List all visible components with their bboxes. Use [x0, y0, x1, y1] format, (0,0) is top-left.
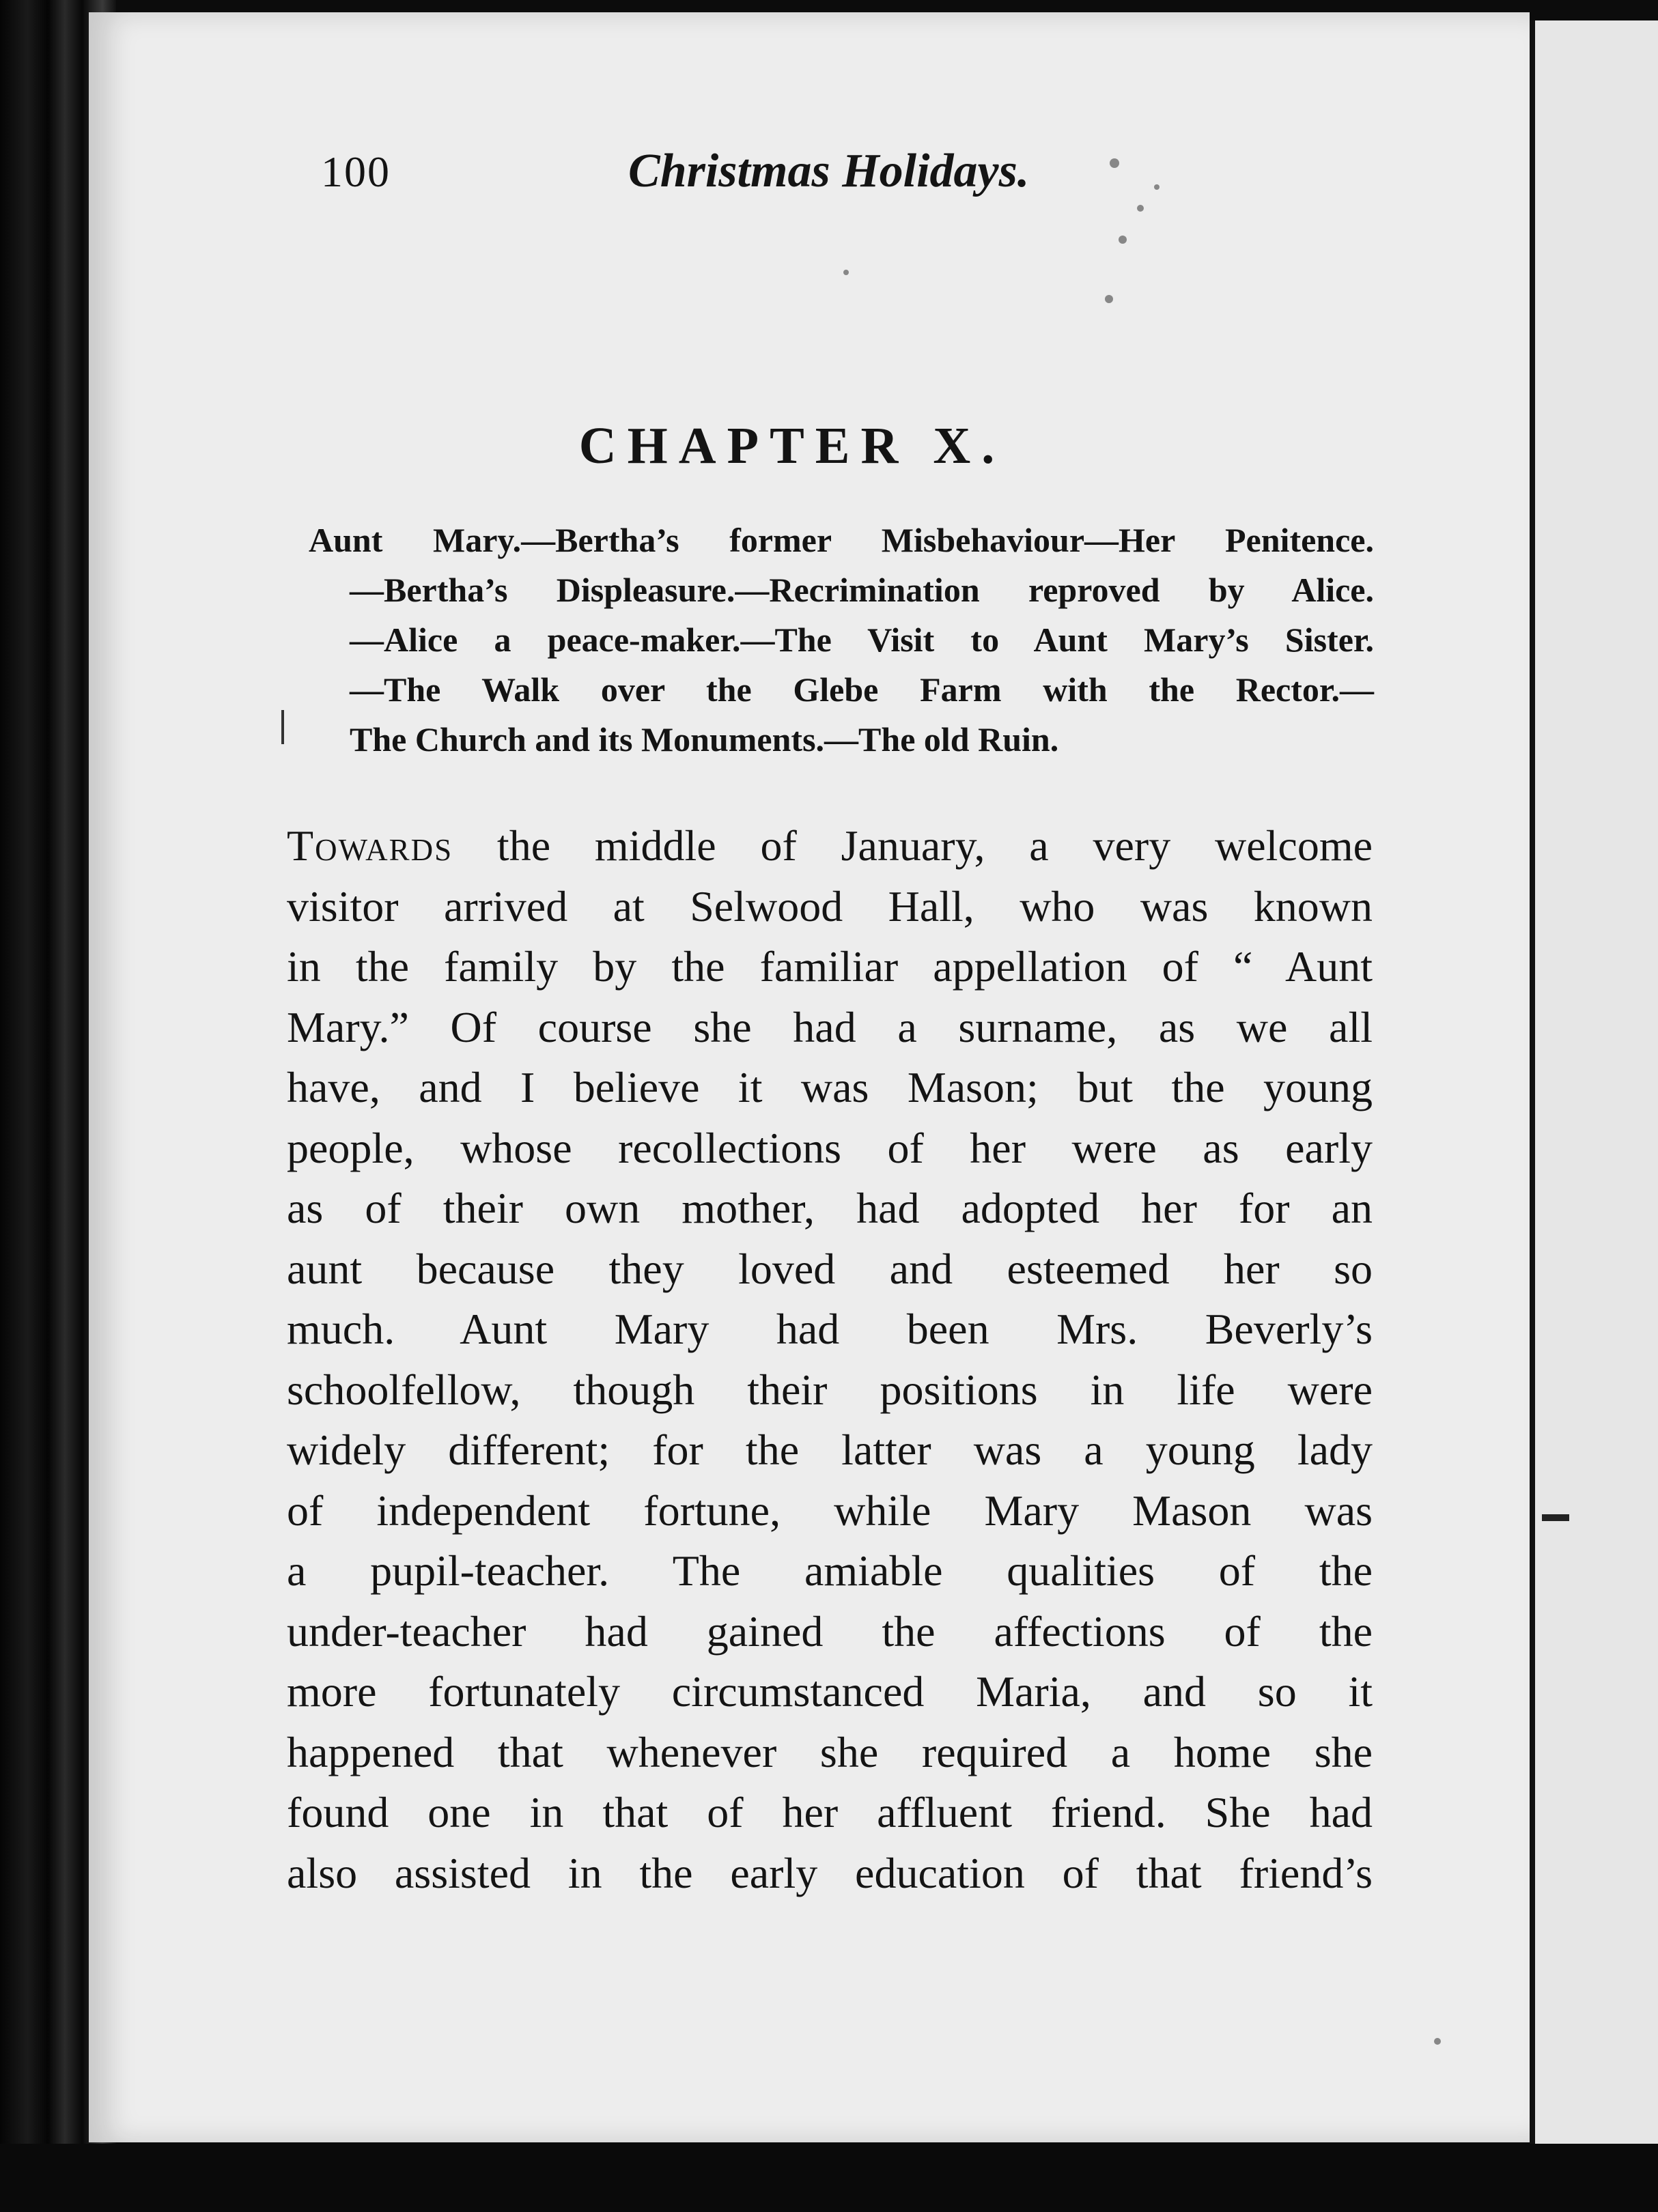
running-title: Christmas Holidays.: [628, 145, 1030, 197]
body-line: [287, 816, 1373, 877]
body-line: as of their own mother, had adopted her for an: [287, 1184, 1373, 1232]
body-line: people, whose recollections of her were as early: [287, 1123, 1373, 1172]
body-line: widely different; for the latter was a young lady: [287, 1426, 1373, 1474]
body-line: also assisted in the early education of that friend’s: [287, 1848, 1373, 1897]
margin-mark: [281, 710, 284, 744]
body-line: of independent fortune, while Mary Mason was: [287, 1486, 1373, 1535]
page-number: 100: [321, 147, 391, 196]
body-line: found one in that of her affluent friend. She had: [287, 1788, 1373, 1837]
body-line: Mary.” Of course she had a surname, as we all: [287, 1002, 1373, 1051]
body-line: happened that whenever she required a home she: [287, 1727, 1373, 1776]
body-line: more fortunately circumstanced Maria, and so it: [287, 1667, 1373, 1716]
first-line-text: the middle of January, a very welcome: [453, 821, 1373, 870]
page-edge-tick: [1542, 1514, 1569, 1521]
body-line: aunt because they loved and esteemed her so: [287, 1244, 1373, 1293]
synopsis-line: —Alice a peace-maker.—The Visit to Aunt Mary’s Sister.: [350, 621, 1374, 659]
ink-speck: [1434, 2038, 1441, 2045]
body-line: schoolfellow, though their positions in life were: [287, 1365, 1373, 1414]
ink-speck: [1105, 295, 1113, 303]
body-text: [287, 816, 1373, 1903]
next-page-edge: [1530, 20, 1658, 2144]
running-head: [321, 147, 1195, 222]
ink-speck: [1137, 205, 1144, 212]
body-line: have, and I believe it was Mason; but the young: [287, 1063, 1373, 1111]
body-line: much. Aunt Mary had been Mrs. Beverly’s: [287, 1305, 1373, 1353]
chapter-heading: CHAPTER X.: [578, 417, 1006, 474]
body-line: visitor arrived at Selwood Hall, who was known: [287, 881, 1373, 931]
ink-speck: [1154, 184, 1160, 190]
synopsis-line: —The Walk over the Glebe Farm with the Rector.—: [350, 670, 1374, 709]
body-line: in the family by the familiar appellation of “ Aunt: [287, 942, 1373, 991]
synopsis-line: Aunt Mary.—Bertha’s former Misbehaviour—Her Penitence.: [309, 521, 1374, 559]
body-line: a pupil-teacher. The amiable qualities of the: [287, 1546, 1373, 1595]
ink-speck: [1110, 158, 1119, 168]
synopsis-line: —Bertha’s Displeasure.—Recrimination reproved by Alice.: [350, 571, 1374, 609]
ink-speck: [1119, 236, 1127, 244]
scan-bottom-edge: [0, 2144, 1658, 2212]
synopsis-line: The Church and its Monuments.—The old Ruin.: [350, 720, 1059, 758]
body-line: under-teacher had gained the affections of the: [287, 1606, 1373, 1656]
ink-speck: [843, 270, 849, 275]
first-word: Towards: [287, 821, 453, 870]
chapter-synopsis: [309, 515, 1374, 765]
